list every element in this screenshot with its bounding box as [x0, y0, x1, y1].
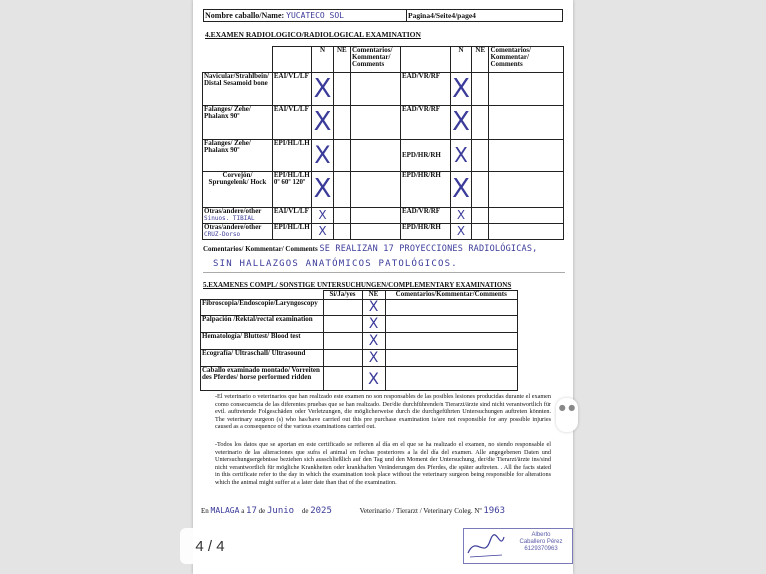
row-label: Corvejón/ Sprungelenk/ Hock: [203, 172, 273, 208]
comments-line2: SIN HALLAZGOS ANATÓMICOS PATOLÓGICOS.: [213, 259, 458, 269]
sig-de2: de: [301, 507, 309, 515]
section5-title: 5.EXAMENES COMPL/ SONSTIGE UNTERSUCHUNGEN/COMPLEMENTARY EXAMINATIONS: [203, 281, 512, 289]
check-mark: X: [312, 140, 333, 172]
horse-name-label: Nombre caballo/Name:: [205, 11, 285, 20]
row-label: Falanges/ Zehe/ Phalanx 90º: [203, 140, 273, 172]
col-ne-right: NE: [472, 47, 489, 73]
check-mark: X: [452, 73, 470, 104]
vet-label: Veterinario / Tierarzt / Veterinary: [359, 507, 453, 515]
stamp-name2: Caballero Pérez: [519, 539, 563, 545]
sig-year: 2025: [310, 506, 332, 516]
table-row: [203, 224, 564, 240]
viewer-left-margin: [0, 0, 193, 574]
table-row: [203, 140, 564, 172]
check-mark: X: [362, 300, 385, 316]
check-mark: X: [450, 140, 471, 172]
table-row: [203, 208, 564, 224]
section4-title: 4.EXAMEN RADIOLOGICO/RADIOLOGICAL EXAMINATION: [205, 30, 421, 39]
view-left: EPI/HL/LH 0º 60º 120º: [272, 172, 312, 208]
horse-name-value: YUCATECO SOL: [286, 11, 344, 20]
table-row: [201, 316, 518, 333]
document-page: [193, 0, 573, 574]
check-mark: X: [362, 350, 385, 367]
row-label: [203, 224, 273, 240]
table-row: [201, 333, 518, 350]
view-right: EPD/HR/RH: [400, 140, 450, 172]
view-left: EAI/VL/LF: [272, 208, 312, 224]
col-yes: Sí/Ja/yes: [323, 291, 362, 300]
check-mark: X: [362, 367, 385, 391]
header-box: [203, 9, 563, 22]
col-comments-left: Comentarios/ Kommentar/ Comments: [350, 47, 400, 73]
check-mark: X: [450, 208, 471, 224]
radiology-comments: [203, 244, 571, 254]
col-ne-left: NE: [333, 47, 350, 73]
check-mark: X: [312, 224, 333, 240]
disclaimer-p2: -Todos los datos que se aportan en este certificado se refieren al día en el que se ha realizado el examen, no siendo responsable el veterinario de las alteraciones que sufra el animal en fechas posteriores a la del día del examen. Alle angegebenen Daten und Untersuchungsergebnisse beziehen sich ausschließlich auf den Tag und den Moment der Untersuchung, der/die Tierarzt/ärzte ins/sind nicht verantwortlich für mögliche Krankheiten oder krankhaften Veränderungen des Pferdes, die später auftreten. . All the facts stated in this certificate refer to the day in which the examination took place without the veterinary surgeon being responsible for alterations which the animal might suffer at a later date than that of the examination.: [215, 441, 551, 486]
check-mark: X: [362, 316, 385, 333]
view-right: EAD/VR/RF: [400, 208, 450, 224]
more-options-icon[interactable]: ● ●: [556, 398, 578, 432]
page-indicator[interactable]: 4 / 4: [180, 528, 240, 564]
table-row: [201, 367, 518, 391]
check-mark: X: [312, 208, 333, 224]
check-mark: X: [313, 73, 332, 104]
page-number-label: Pagina4/Seite4/page4: [407, 10, 563, 22]
radiology-table: [202, 46, 564, 240]
row-label: Falanges/ Zehe/ Phalanx 90º: [203, 106, 273, 140]
check-mark: X: [362, 333, 385, 350]
view-left: EPI/HL/LH: [272, 140, 312, 172]
exam-label: Fibroscopia/Endoscopie/Laryngoscopy: [201, 300, 324, 316]
sig-place: MALAGA: [210, 506, 240, 515]
other-handwritten: Sinuos. TIBIAL: [204, 215, 255, 222]
check-mark: X: [450, 224, 471, 240]
disclaimer-p1: -El veterinario o veterinarios que han realizado este examen no son responsables de las posibles lesiones producidas durante el examen como consecuencia de las diferentes pruebas que se han realizado. Der/die durchführende/n Tierarzt/ärzte sind nicht verantwortlich für evtl. auftretende Folgeschäden oder Verletzungen, die möglicherweise durch die durchgeführten Untersuchungen auftreten könnten. The veterinary surgeon (s) who has/have carried out this pre purchase examination is/are not responsible for any possible injuries caused as a consequence of the various examinations carried out.: [215, 393, 551, 431]
other-handwritten: CRUZ-Dorso: [204, 231, 241, 238]
other-label: Otras/andere/other: [204, 207, 262, 215]
exam-label: Caballo examinado montado/ Vorreiten des Pferdes/ horse performed ridden: [201, 367, 324, 391]
check-mark: X: [312, 106, 333, 140]
coleg-label: Coleg. Nº: [454, 507, 482, 515]
table-row: [201, 350, 518, 367]
sig-month: Junio: [267, 506, 295, 516]
col-ne: NE: [362, 291, 385, 300]
comments-rule: [203, 272, 565, 273]
coleg-number: 1963: [483, 506, 506, 516]
stamp-name1: Alberto: [531, 532, 551, 538]
other-label: Otras/andere/other: [204, 223, 262, 231]
col-n-left: N: [312, 47, 333, 73]
sig-en: En: [201, 507, 209, 515]
table-row: [203, 172, 564, 208]
horse-name-cell: [204, 10, 407, 22]
view-left: EAI/VL/LF: [272, 106, 312, 140]
comments-line1: SE REALIZAN 17 PROYECCIONES RADIOLÓGICAS,: [319, 244, 538, 254]
exam-label: Ecografía/ Ultraschall/ Ultrasound: [201, 350, 324, 367]
view-right: EPD/HR/RH: [400, 224, 450, 240]
exam-label: Palpación /Rektal/rectal examination: [201, 316, 324, 333]
complementary-table: [200, 290, 518, 391]
stamp-phone: 6129370963: [524, 546, 558, 552]
view-right: EPD/HR/RH: [400, 172, 450, 208]
vet-stamp: [463, 528, 573, 564]
view-left: EAI/VL/LF: [272, 73, 312, 106]
view-left: EPI/HL/LH: [272, 224, 312, 240]
viewer-right-margin: [573, 0, 766, 574]
table-row: [203, 73, 564, 106]
sig-a: a: [241, 507, 245, 515]
col-comments-right: Comentarios/ Kommentar/ Comments: [489, 47, 564, 73]
comments-label: Comentarios/ Kommentar/ Comments: [203, 245, 318, 253]
exam-label: Hematología/ Bluttest/ Blood test: [201, 333, 324, 350]
sig-day: 17: [246, 506, 257, 516]
sig-de1: de: [258, 507, 266, 515]
signature-line: [201, 506, 571, 516]
col-n-right: N: [450, 47, 471, 73]
table-row: [201, 300, 518, 316]
check-mark: X: [312, 172, 333, 208]
check-mark: X: [450, 172, 471, 208]
row-label: Navicular/Strahlbein/ Distal Sesamoid bone: [203, 73, 273, 106]
check-mark: X: [450, 106, 471, 140]
col-comments: Comentarios/Kommentar/Comments: [385, 291, 518, 300]
signature-scribble: [466, 531, 506, 561]
view-right: EAD/VR/RF: [400, 106, 450, 140]
table-row: [203, 106, 564, 140]
view-right: EAD/VR/RF: [400, 73, 450, 106]
row-label: [203, 208, 273, 224]
